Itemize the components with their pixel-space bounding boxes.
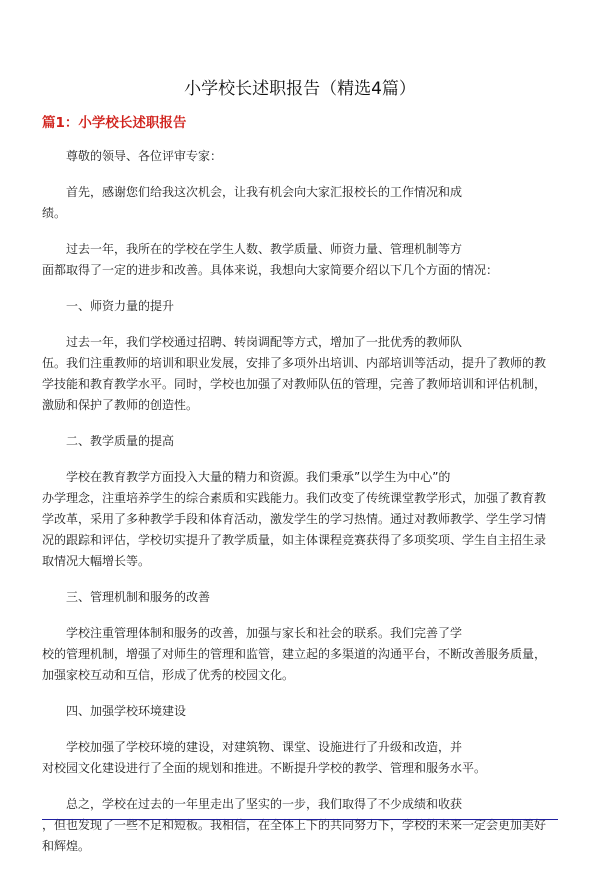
paragraph-line: 学校加强了学校环境的建设，对建筑物、课堂、设施进行了升级和改造，并 xyxy=(66,740,463,754)
footer-divider xyxy=(42,819,558,820)
section-heading xyxy=(42,296,562,317)
paragraph xyxy=(42,332,562,416)
paragraph-line: ，但也发现了一些不足和短板。我相信，在全体上下的共同努力下，学校的未来一定会更加美好 xyxy=(42,818,547,832)
document-title: 小学校长述职报告（精选4篇） xyxy=(184,79,416,99)
paragraph-line: 加强家校互动和互信，形成了优秀的校园文化。 xyxy=(42,668,295,682)
section-heading xyxy=(42,701,562,722)
heading-line: 一、师资力量的提升 xyxy=(66,299,175,313)
paragraph-line: 学校注重管理体制和服务的改善，加强与家长和社会的联系。我们完善了学 xyxy=(66,626,463,640)
document-body xyxy=(42,146,562,872)
paragraph-line: 过去一年，我所在的学校在学生人数、教学质量、师资力量、管理机制等方 xyxy=(66,242,463,256)
section-heading xyxy=(42,431,562,452)
paragraph-line: 过去一年，我们学校通过招聘、转岗调配等方式，增加了一批优秀的教师队 xyxy=(66,335,463,349)
paragraph xyxy=(42,146,562,167)
paragraph-line: 办学理念，注重培养学生的综合素质和实践能力。我们改变了传统课堂教学形式，加强了教育教 xyxy=(42,491,547,505)
paragraph-line: 取情况大幅增长等。 xyxy=(42,554,151,568)
paragraph-line: 总之，学校在过去的一年里走出了坚实的一步，我们取得了不少成绩和收获 xyxy=(66,797,463,811)
paragraph-line: 学技能和教育教学水平。同时，学校也加强了对教师队伍的管理，完善了教师培训和评估机制， xyxy=(42,377,547,391)
heading-line: 三、管理机制和服务的改善 xyxy=(66,590,211,604)
paragraph xyxy=(42,239,562,281)
paragraph-line: 激励和保护了教师的创造性。 xyxy=(42,398,199,412)
paragraph xyxy=(42,737,562,779)
section-title: 篇1：小学校长述职报告 xyxy=(42,115,187,131)
paragraph-line: 况的跟踪和评估，学校切实提升了教学质量，如主体课程竞赛获得了多项奖项、学生自主招生录 xyxy=(42,533,547,547)
paragraph xyxy=(42,794,562,857)
paragraph-line: 面都取得了一定的进步和改善。具体来说，我想向大家简要介绍以下几个方面的情况： xyxy=(42,263,499,277)
paragraph-line: 首先，感谢您们给我这次机会，让我有机会向大家汇报校长的工作情况和成 xyxy=(66,185,463,199)
paragraph xyxy=(42,182,562,224)
section-heading xyxy=(42,587,562,608)
paragraph-line: 学校在教育教学方面投入大量的精力和资源。我们秉承”以学生为中心”的 xyxy=(66,470,451,484)
paragraph xyxy=(42,623,562,686)
paragraph-line: 和辉煌。 xyxy=(42,839,91,853)
paragraph-line: 校的管理机制，增强了对师生的管理和监管，建立起的多渠道的沟通平台，不断改善服务质量， xyxy=(42,647,547,661)
heading-line: 四、加强学校环境建设 xyxy=(66,704,187,718)
paragraph-line: 伍。我们注重教师的培训和职业发展，安排了多项外出培训、内部培训等活动，提升了教师的教 xyxy=(42,356,547,370)
paragraph-line: 尊敬的领导、各位评审专家： xyxy=(66,149,223,163)
paragraph-line: 对校园文化建设进行了全面的规划和推进。不断提升学校的教学、管理和服务水平。 xyxy=(42,761,487,775)
paragraph-line: 学改革，采用了多种教学手段和体育活动，激发学生的学习热情。通过对教师教学、学生学习情 xyxy=(42,512,547,526)
heading-line: 二、教学质量的提高 xyxy=(66,434,175,448)
paragraph-line: 绩。 xyxy=(42,206,67,220)
paragraph xyxy=(42,467,562,572)
